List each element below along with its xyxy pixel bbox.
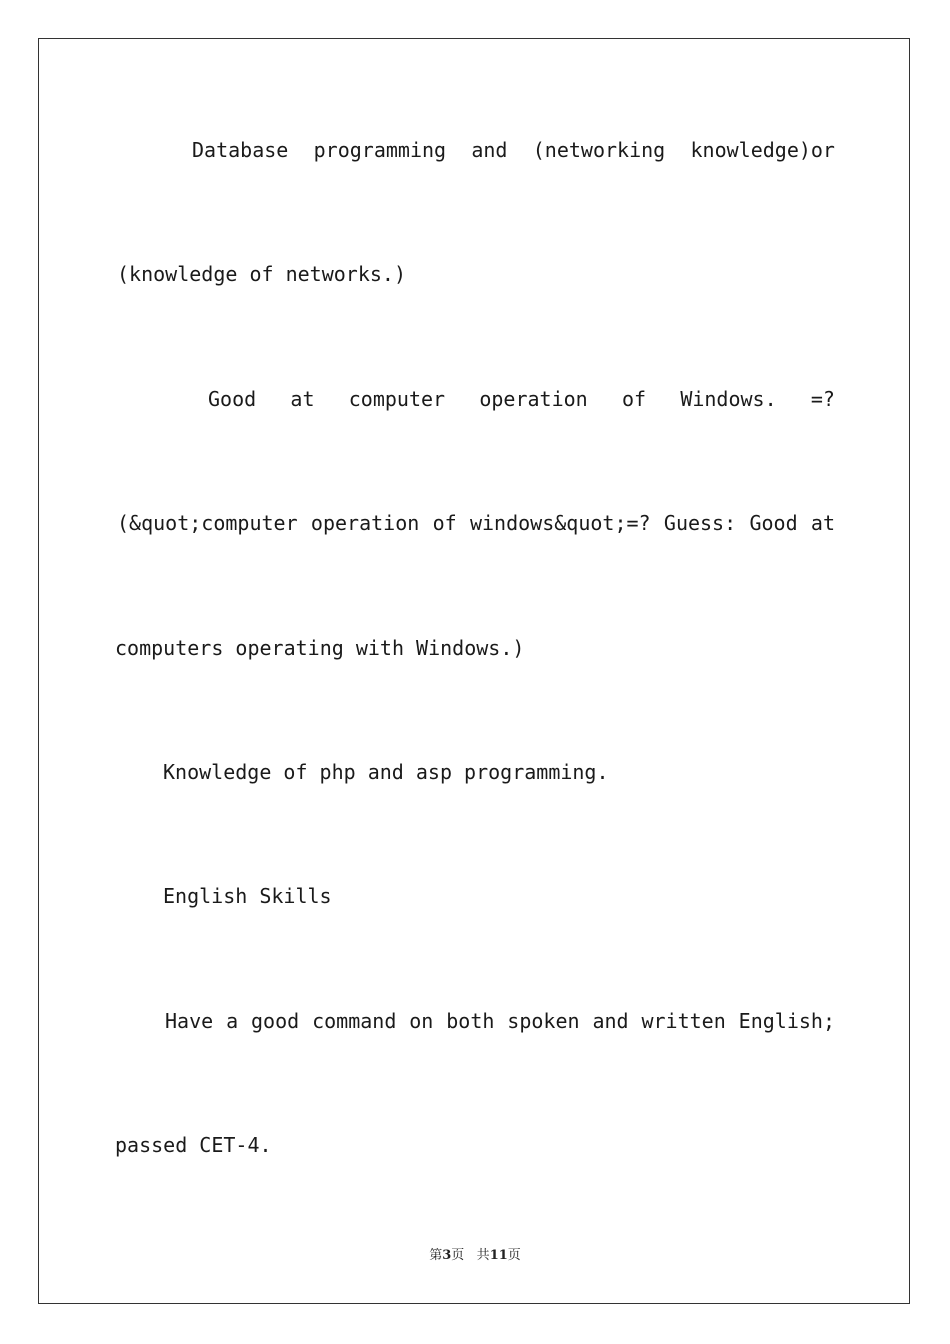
word: computer bbox=[348, 387, 446, 411]
word: programming bbox=[313, 138, 447, 162]
page-footer bbox=[0, 1247, 950, 1265]
word: operation bbox=[479, 387, 588, 411]
word: at bbox=[290, 387, 315, 411]
page-frame bbox=[38, 38, 910, 1304]
footer-total-prefix: 共 bbox=[476, 1248, 490, 1263]
paragraph-4-line-1: Have a good command on both spoken and written English; bbox=[165, 1009, 835, 1033]
paragraph-1-line-2: (knowledge of networks.) bbox=[117, 262, 406, 286]
word: (networking bbox=[532, 138, 666, 162]
heading-english-skills: English Skills bbox=[163, 884, 332, 908]
word: and bbox=[471, 138, 508, 162]
paragraph-3-line-1: Knowledge of php and asp programming. bbox=[163, 760, 609, 784]
word: Windows. bbox=[680, 387, 777, 411]
paragraph-4-line-2: passed CET-4. bbox=[115, 1133, 272, 1157]
footer-total-suffix: 页 bbox=[507, 1248, 521, 1263]
footer-total-pages: 11 bbox=[489, 1248, 508, 1263]
word: knowledge)or bbox=[690, 138, 835, 162]
word: Database bbox=[192, 138, 289, 162]
paragraph-2-line-1 bbox=[208, 387, 835, 411]
footer-page-number: 3 bbox=[442, 1248, 452, 1263]
footer-prefix: 第 bbox=[429, 1248, 443, 1263]
word: of bbox=[621, 387, 647, 411]
footer-page-suffix: 页 bbox=[451, 1248, 465, 1263]
word: Good bbox=[208, 387, 257, 411]
paragraph-2-line-3: computers operating with Windows.) bbox=[115, 636, 525, 660]
paragraph-2-line-2: (&quot;computer operation of windows&quot;=? Guess: Good at bbox=[117, 511, 835, 535]
word: =? bbox=[810, 387, 835, 411]
paragraph-1-line-1 bbox=[192, 138, 835, 162]
